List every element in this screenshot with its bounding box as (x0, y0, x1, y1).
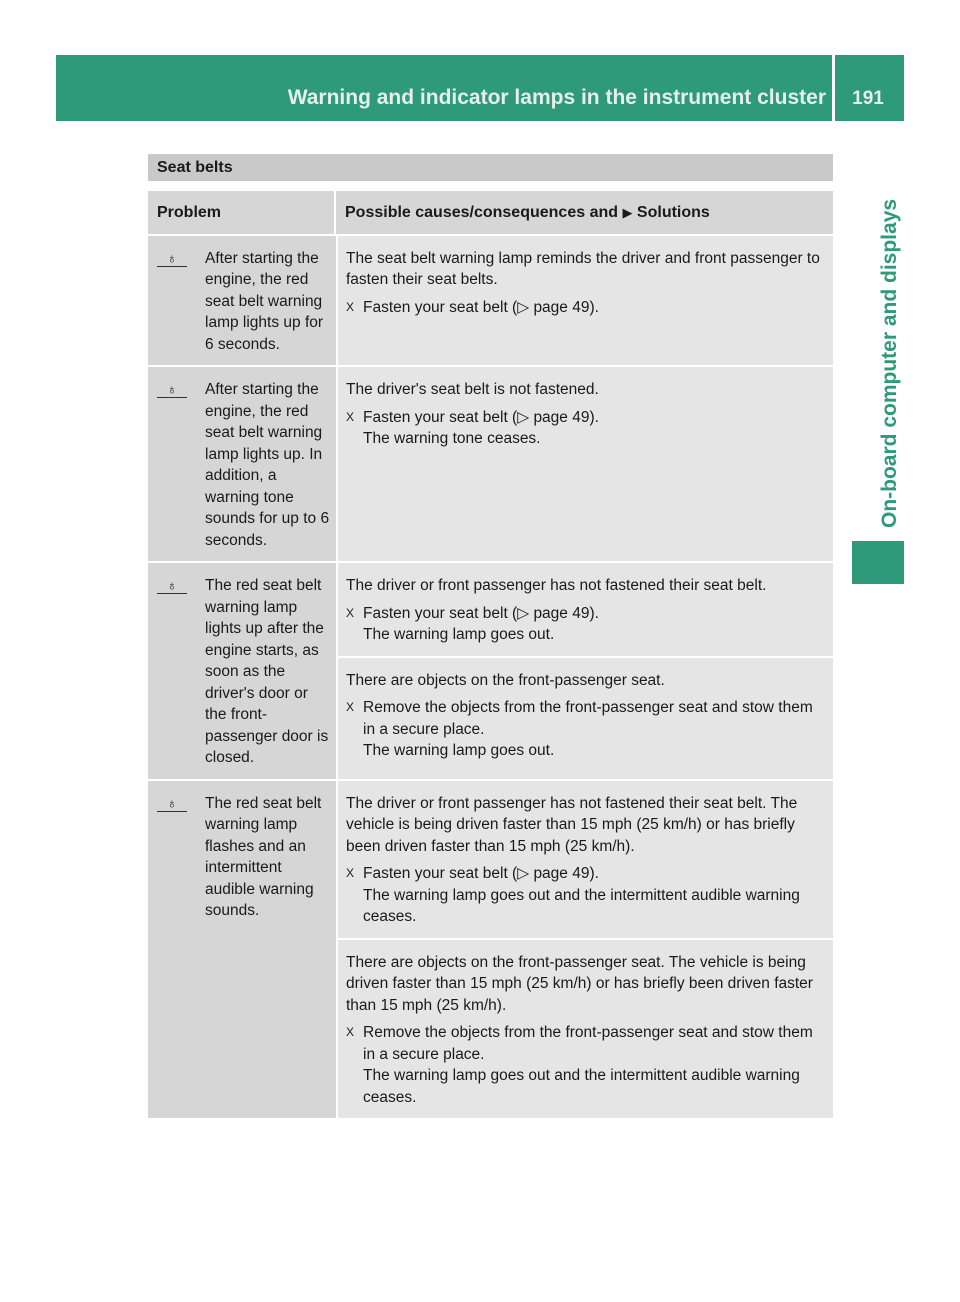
running-header-title: Warning and indicator lamps in the instrument cluster (287, 86, 826, 109)
step-result: The warning lamp goes out and the intermittent audible warning ceases. (363, 1067, 800, 1106)
step-arrow-icon: X (346, 299, 355, 314)
solution-block (336, 367, 833, 561)
solution-arrow-icon: ▶ (622, 205, 633, 220)
table-row (148, 365, 833, 561)
table-header-row (148, 189, 833, 234)
table-row (148, 561, 833, 779)
table-caption: Seat belts (148, 154, 833, 181)
solutions-cell (336, 236, 833, 366)
seat-belt-icon-glyph: ♁ (157, 249, 187, 267)
solution-block (336, 938, 833, 1119)
solution-block (336, 236, 833, 366)
table-row (148, 234, 833, 366)
problem-text: The red seat belt warning lamp flashes and an intermittent audible warning sounds. (205, 794, 322, 919)
problem-text: After starting the engine, the red seat belt warning lamp lights up for 6 seconds. (205, 249, 324, 353)
problem-cell (148, 563, 336, 779)
step-text (363, 407, 827, 450)
header-divider (832, 55, 835, 121)
cause-text: There are objects on the front-passenger seat. (346, 671, 665, 689)
step-instruction: Remove the objects from the front-passenger seat and stow them in a secure place. (363, 1024, 813, 1063)
page-number: 191 (852, 88, 884, 109)
solutions-cell (336, 781, 833, 1119)
step-text (363, 603, 827, 646)
problem-column-header: Problem (148, 191, 336, 234)
seat-belt-warning-icon (157, 794, 193, 813)
step-result: The warning tone ceases. (363, 430, 541, 447)
solution-step (346, 1022, 827, 1108)
step-arrow-icon: X (346, 409, 355, 424)
problem-cell (148, 781, 336, 1119)
cause-text: The seat belt warning lamp reminds the driver and front passenger to fasten their seat belts. (346, 249, 820, 288)
seat-belt-icon-glyph: ♁ (157, 576, 187, 594)
solution-step (346, 297, 827, 319)
solution-block (336, 656, 833, 779)
seat-belt-icon-glyph: ♁ (157, 380, 187, 398)
cause-text: The driver or front passenger has not fastened their seat belt. The vehicle is being driven faster than 15 mph (25 km/h) or has briefly been driven faster than 15 mph (25 km/h). (346, 794, 798, 855)
solution-step (346, 407, 827, 450)
step-arrow-icon: X (346, 700, 355, 714)
step-text (363, 863, 827, 928)
seat-belt-icon-glyph: ♁ (157, 794, 187, 812)
chapter-side-tab: On-board computer and displays (878, 198, 901, 528)
step-arrow-icon: X (346, 605, 355, 620)
step-instruction: Fasten your seat belt (▷ page 49). (363, 298, 599, 316)
step-text (363, 297, 827, 319)
solutions-column-header: Possible causes/consequences and ▶ Solutions (336, 191, 833, 234)
problem-cell (148, 367, 336, 561)
step-instruction: Fasten your seat belt (▷ page 49). (363, 408, 599, 426)
table-row (148, 779, 833, 1119)
seat-belt-warning-icon (157, 380, 193, 399)
cause-text: The driver's seat belt is not fastened. (346, 381, 599, 398)
solutions-cell (336, 563, 833, 779)
step-instruction: Fasten your seat belt (▷ page 49). (363, 865, 599, 882)
step-text (363, 697, 827, 762)
problem-text: After starting the engine, the red seat belt warning lamp lights up. In addition, a warning tone sounds for up to 6 seconds. (205, 381, 330, 549)
step-text (363, 1022, 827, 1108)
problem-cell (148, 236, 336, 366)
solution-block (336, 781, 833, 938)
step-result: The warning lamp goes out. (363, 742, 555, 759)
step-arrow-icon: X (346, 1025, 355, 1039)
cause-text: There are objects on the front-passenger seat. The vehicle is being driven faster than 15 mph (25 km/h) or has briefly been driven faster than 15 mph (25 km/h). (346, 953, 813, 1014)
problem-text: The red seat belt warning lamp lights up after the engine starts, as soon as the driver's door or the front-passenger door is closed. (205, 577, 329, 766)
step-instruction: Remove the objects from the front-passenger seat and stow them in a secure place. (363, 699, 813, 738)
seat-belt-warning-icon (157, 249, 193, 268)
step-instruction: Fasten your seat belt (▷ page 49). (363, 604, 599, 622)
solution-step (346, 603, 827, 646)
step-result: The warning lamp goes out and the intermittent audible warning ceases. (363, 886, 800, 925)
seat-belt-warning-icon (157, 576, 193, 595)
solution-step (346, 697, 827, 762)
seat-belts-table (148, 154, 833, 1118)
cause-text: The driver or front passenger has not fastened their seat belt. (346, 577, 767, 594)
chapter-marker-block (852, 541, 904, 584)
step-arrow-icon: X (346, 866, 355, 880)
solution-block (336, 563, 833, 656)
solutions-cell (336, 367, 833, 561)
table-body (148, 234, 833, 1119)
step-result: The warning lamp goes out. (363, 626, 555, 643)
solution-step (346, 863, 827, 928)
